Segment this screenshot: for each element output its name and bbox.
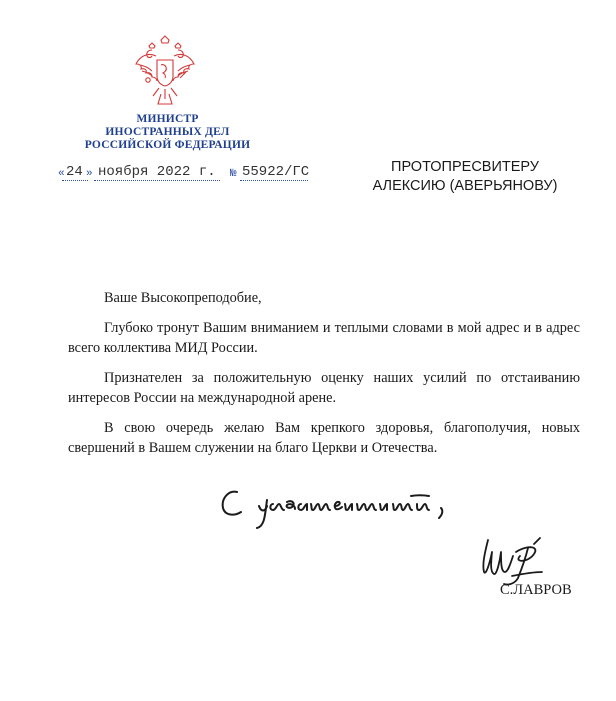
signer-name: С.ЛАВРОВ — [500, 582, 572, 598]
paragraph-1: Глубоко тронут Вашим вниманием и теплыми словами в мой адрес и в адрес всего коллектива МИД России. — [68, 319, 580, 356]
date-month-year: ноября 2022 г. — [98, 164, 216, 180]
ministry-line-1: МИНИСТР — [136, 113, 199, 125]
handwritten-closing — [215, 482, 460, 530]
number-underline — [240, 180, 308, 181]
registration-line — [50, 163, 312, 183]
date-quote-close: » — [86, 168, 93, 180]
date-quote-open: « — [58, 168, 65, 180]
date-day: 24 — [66, 164, 83, 180]
letter-body — [68, 288, 580, 468]
greeting: Ваше Высокопреподобие, — [104, 290, 262, 306]
ministry-line-3: РОССИЙСКОЙ ФЕДЕРАЦИИ — [84, 139, 251, 151]
day-underline — [62, 180, 88, 181]
paragraph-3: В свою очередь желаю Вам крепкого здоровья, благополучия, новых свершений в Вашем служении на благо Церкви и Отечества. — [68, 419, 580, 456]
ministry-line-2: ИНОСТРАННЫХ ДЕЛ — [105, 126, 230, 138]
number-sign: № — [230, 168, 237, 180]
document-number: 55922/ГС — [242, 164, 310, 180]
addressee-line-1: ПРОТОПРЕСВИТЕРУ — [391, 159, 539, 175]
double-headed-eagle-emblem — [132, 34, 198, 108]
month-underline — [94, 180, 220, 181]
ministry-title — [80, 113, 255, 152]
addressee-line-2: АЛЕКСИЮ (АВЕРЬЯНОВУ) — [372, 178, 558, 194]
paragraph-2: Признателен за положительную оценку наших усилий по отстаиванию интересов России на международной арене. — [68, 369, 580, 406]
addressee-block — [345, 158, 585, 196]
